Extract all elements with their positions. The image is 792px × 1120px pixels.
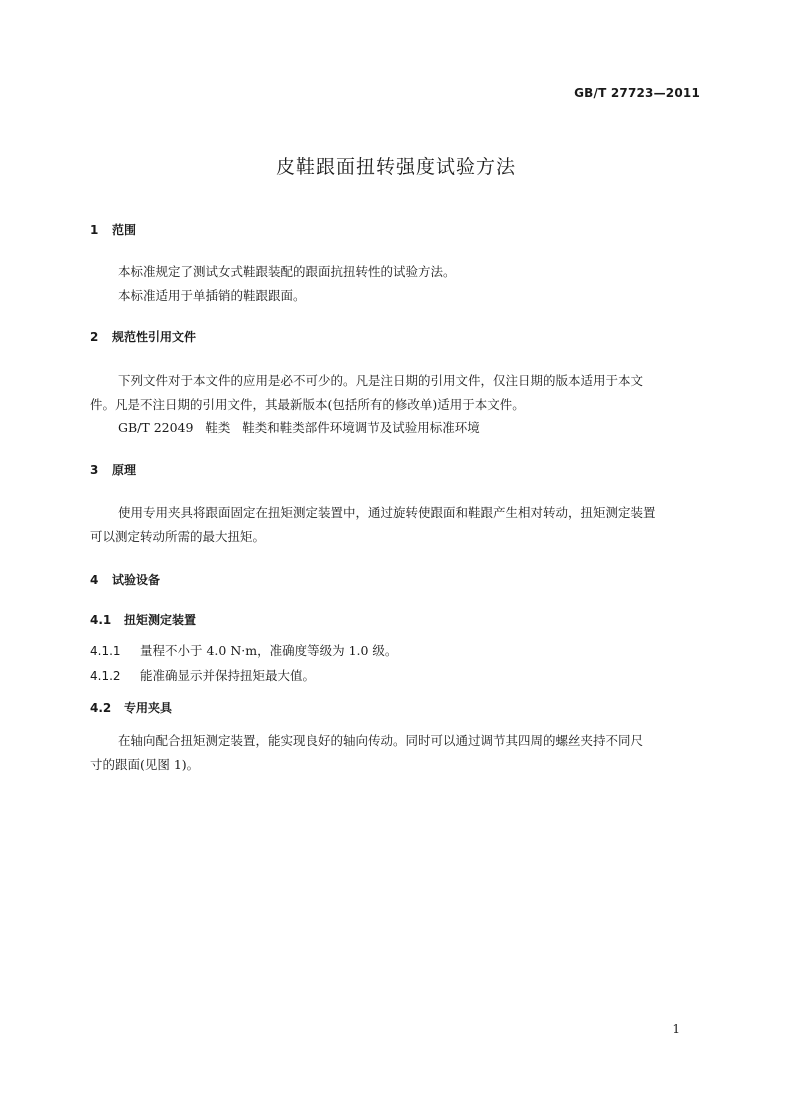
standard-number: GB/T 27723—2011 — [574, 86, 700, 100]
section-title: 规范性引用文件 — [112, 330, 197, 344]
section-1-heading — [90, 221, 136, 238]
section-title: 试验设备 — [112, 573, 161, 587]
section-4-heading — [90, 571, 160, 588]
subsection-number: 4.1 — [90, 613, 112, 627]
subsection-number: 4.2 — [90, 701, 112, 715]
clause-text: 能准确显示并保持扭矩最大值。 — [140, 668, 316, 683]
paragraph-line: 可以测定转动所需的最大扭矩。 — [90, 529, 266, 544]
normative-reference: GB/T 22049 鞋类 鞋类和鞋类部件环境调节及试验用标准环境 — [118, 420, 480, 435]
subsection-4-2-heading — [90, 699, 172, 716]
section-title: 范围 — [112, 223, 137, 237]
clause-4-1-2 — [90, 666, 315, 684]
section-title: 原理 — [112, 463, 137, 477]
clause-text: 量程不小于 4.0 N·m，准确度等级为 1.0 级。 — [140, 643, 398, 658]
paragraph-line: 本标准适用于单插销的鞋跟跟面。 — [118, 288, 306, 303]
section-number: 3 — [90, 463, 99, 477]
section-2-heading — [90, 328, 196, 345]
clause-4-1-1 — [90, 641, 397, 659]
paragraph-line: 使用专用夹具将跟面固定在扭矩测定装置中，通过旋转使跟面和鞋跟产生相对转动，扭矩测定装置 — [118, 505, 656, 520]
subsection-4-1-heading — [90, 611, 196, 628]
clause-number: 4.1.2 — [90, 669, 121, 683]
section-number: 1 — [90, 223, 99, 237]
document-title: 皮鞋跟面扭转强度试验方法 — [275, 156, 516, 178]
subsection-title: 扭矩测定装置 — [124, 613, 197, 627]
paragraph-line: 寸的跟面(见图 1)。 — [90, 757, 200, 772]
paragraph-line: 件。凡是不注日期的引用文件，其最新版本(包括所有的修改单)适用于本文件。 — [90, 397, 525, 412]
paragraph-line: 下列文件对于本文件的应用是必不可少的。凡是注日期的引用文件，仅注日期的版本适用于本文 — [118, 373, 644, 388]
section-number: 2 — [90, 330, 99, 344]
paragraph-line: 在轴向配合扭矩测定装置，能实现良好的轴向传动。同时可以通过调节其四周的螺丝夹持不同尺 — [118, 733, 644, 748]
section-number: 4 — [90, 573, 99, 587]
page-number: 1 — [672, 1022, 680, 1036]
subsection-title: 专用夹具 — [124, 701, 173, 715]
clause-number: 4.1.1 — [90, 644, 121, 658]
paragraph-line: 本标准规定了测试女式鞋跟装配的跟面抗扭转性的试验方法。 — [118, 264, 456, 279]
section-3-heading — [90, 461, 136, 478]
